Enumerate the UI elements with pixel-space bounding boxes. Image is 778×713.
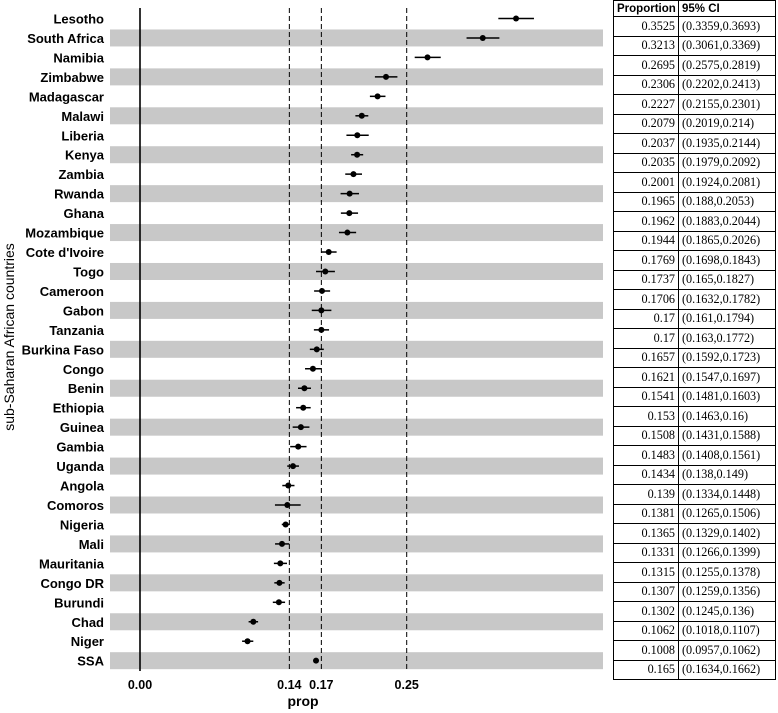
row-band — [110, 613, 603, 630]
proportion-cell: 0.2037 — [614, 134, 679, 154]
ci-table-row — [614, 173, 776, 193]
proportion-cell: 0.139 — [614, 485, 679, 505]
ci-table-row — [614, 485, 776, 505]
ci-cell: (0.1924,0.2081) — [679, 173, 776, 193]
ci-table-row — [614, 387, 776, 407]
country-label: Angola — [59, 478, 104, 494]
proportion-cell: 0.1944 — [614, 231, 679, 251]
country-label: Lesotho — [53, 11, 104, 27]
ci-cell: (0.1431,0.1588) — [679, 426, 776, 446]
ci-table-row — [614, 348, 776, 368]
point-estimate — [300, 405, 306, 411]
ci-cell: (0.1632,0.1782) — [679, 290, 776, 310]
country-label: Kenya — [64, 147, 104, 163]
ci-cell: (0.1592,0.1723) — [679, 348, 776, 368]
row-band — [110, 68, 603, 85]
ci-cell: (0.188,0.2053) — [679, 192, 776, 212]
proportion-cell: 0.17 — [614, 329, 679, 349]
x-tick-label: 0.17 — [309, 678, 334, 692]
ci-cell: (0.1334,0.1448) — [679, 485, 776, 505]
ci-cell: (0.1408,0.1561) — [679, 446, 776, 466]
row-band — [110, 574, 603, 591]
ci-table-row — [614, 543, 776, 563]
country-label: Togo — [73, 264, 104, 280]
x-tick-label: 0.00 — [127, 678, 153, 692]
ci-table-row — [614, 524, 776, 544]
point-estimate — [375, 93, 381, 99]
x-tick-labels — [128, 678, 419, 692]
x-axis-title: prop — [287, 693, 319, 709]
point-estimate — [250, 619, 256, 625]
ci-table-row — [614, 309, 776, 329]
country-label: Mauritania — [38, 556, 104, 572]
ci-table-row — [614, 212, 776, 232]
point-estimate — [301, 385, 307, 391]
ci-cell: (0.0957,0.1062) — [679, 641, 776, 661]
ci-table-row — [614, 290, 776, 310]
ci-table-row — [614, 251, 776, 271]
ci-table-row — [614, 621, 776, 641]
ci-cell: (0.2202,0.2413) — [679, 75, 776, 95]
country-label: Burkina Faso — [21, 342, 104, 358]
proportion-cell: 0.1769 — [614, 251, 679, 271]
country-label: Uganda — [56, 459, 104, 475]
ci-table-header-row — [614, 1, 776, 17]
country-label: Burundi — [54, 595, 104, 611]
country-label: Niger — [70, 634, 104, 650]
point-estimate — [354, 152, 360, 158]
proportion-cell: 0.1434 — [614, 465, 679, 485]
point-estimate — [480, 35, 486, 41]
point-estimate — [279, 541, 285, 547]
ci-cell: (0.3061,0.3369) — [679, 36, 776, 56]
ci-cell: (0.1979,0.2092) — [679, 153, 776, 173]
proportion-cell: 0.2695 — [614, 56, 679, 76]
proportion-cell: 0.1706 — [614, 290, 679, 310]
point-estimate — [298, 424, 304, 430]
country-label: Nigeria — [59, 517, 104, 533]
country-label: Zimbabwe — [40, 69, 104, 85]
ci-table-row — [614, 660, 776, 680]
row-band — [110, 263, 603, 280]
country-label: Liberia — [61, 128, 104, 144]
ci-table-row — [614, 17, 776, 37]
proportion-cell: 0.1541 — [614, 387, 679, 407]
country-label: Tanzania — [49, 322, 104, 338]
row-band — [110, 224, 603, 241]
point-estimate — [314, 346, 320, 352]
ci-table-row — [614, 270, 776, 290]
ci-cell: (0.161,0.1794) — [679, 309, 776, 329]
proportion-cell: 0.1962 — [614, 212, 679, 232]
proportion-cell: 0.2035 — [614, 153, 679, 173]
row-band — [110, 29, 603, 46]
proportion-cell: 0.1062 — [614, 621, 679, 641]
ci-cell: (0.1935,0.2144) — [679, 134, 776, 154]
ci-cell: (0.1865,0.2026) — [679, 231, 776, 251]
country-label: Comoros — [46, 498, 104, 513]
point-estimate — [322, 268, 328, 274]
country-label: Congo — [62, 361, 104, 377]
ci-table-row — [614, 192, 776, 212]
ci-table-row — [614, 563, 776, 583]
ci-cell: (0.2575,0.2819) — [679, 56, 776, 76]
country-label: Namibia — [53, 50, 104, 66]
ci-cell: (0.1245,0.136) — [679, 602, 776, 622]
country-label: Chad — [71, 614, 104, 630]
proportion-cell: 0.2079 — [614, 114, 679, 134]
ci-cell: (0.1329,0.1402) — [679, 524, 776, 544]
y-axis-title: sub-Saharan African countries — [1, 243, 17, 431]
country-label: Ethiopia — [52, 400, 104, 416]
country-label: Cote d'Ivoire — [25, 245, 104, 261]
country-label: Cameroon — [39, 283, 104, 299]
point-estimate — [318, 307, 324, 313]
proportion-cell: 0.1307 — [614, 582, 679, 602]
ci-cell: (0.1463,0.16) — [679, 407, 776, 427]
ci-table-row — [614, 56, 776, 76]
proportion-cell: 0.2306 — [614, 75, 679, 95]
x-tick-label: 0.25 — [394, 678, 419, 692]
point-estimate — [354, 132, 360, 138]
point-estimate — [513, 16, 519, 22]
proportion-cell: 0.165 — [614, 660, 679, 680]
ci-cell: (0.165,0.1827) — [679, 270, 776, 290]
proportion-cell: 0.1331 — [614, 543, 679, 563]
country-label: Benin — [67, 381, 104, 397]
ci-cell: (0.2019,0.214) — [679, 114, 776, 134]
point-estimate — [290, 463, 296, 469]
header-ci: 95% CI — [679, 1, 776, 17]
country-label: Gabon — [62, 303, 104, 319]
country-label: Congo DR — [40, 575, 104, 591]
ci-cell: (0.1547,0.1697) — [679, 368, 776, 388]
proportion-cell: 0.1508 — [614, 426, 679, 446]
ci-cell: (0.1259,0.1356) — [679, 582, 776, 602]
country-label: Rwanda — [54, 186, 104, 202]
point-estimate — [284, 502, 290, 508]
row-band — [110, 341, 603, 358]
country-label: Ghana — [63, 206, 104, 222]
proportion-cell: 0.1008 — [614, 641, 679, 661]
ci-cell: (0.2155,0.2301) — [679, 95, 776, 115]
point-estimate — [276, 580, 282, 586]
country-label: Zambia — [58, 167, 104, 183]
row-band — [110, 419, 603, 436]
proportion-cell: 0.1302 — [614, 602, 679, 622]
country-label: Madagascar — [28, 89, 104, 105]
ci-table-row — [614, 36, 776, 56]
ci-table-row — [614, 582, 776, 602]
proportion-cell: 0.2227 — [614, 95, 679, 115]
proportion-cell: 0.1621 — [614, 368, 679, 388]
point-estimate — [359, 113, 365, 119]
ci-cell: (0.3359,0.3693) — [679, 17, 776, 37]
point-estimate — [285, 483, 291, 489]
ci-table-row — [614, 446, 776, 466]
proportion-cell: 0.1381 — [614, 504, 679, 524]
point-estimate — [346, 210, 352, 216]
country-label: South Africa — [27, 30, 104, 46]
point-estimate — [295, 444, 301, 450]
ci-cell: (0.138,0.149) — [679, 465, 776, 485]
proportion-cell: 0.1365 — [614, 524, 679, 544]
proportion-cell: 0.1965 — [614, 192, 679, 212]
ci-table-row — [614, 329, 776, 349]
ci-table-row — [614, 504, 776, 524]
proportion-cell: 0.1737 — [614, 270, 679, 290]
proportion-cell: 0.153 — [614, 407, 679, 427]
ci-cell: (0.1634,0.1662) — [679, 660, 776, 680]
point-estimate — [310, 366, 316, 372]
country-label: Guinea — [59, 420, 104, 436]
ci-cell: (0.1883,0.2044) — [679, 212, 776, 232]
ci-table-row — [614, 95, 776, 115]
row-band — [110, 458, 603, 475]
proportion-cell: 0.1483 — [614, 446, 679, 466]
row-band — [110, 302, 603, 319]
row-band — [110, 652, 603, 669]
ci-table-row — [614, 465, 776, 485]
point-estimate — [350, 171, 356, 177]
point-estimate — [347, 191, 353, 197]
point-estimate — [344, 230, 350, 236]
country-labels — [22, 12, 105, 669]
ci-table-row — [614, 75, 776, 95]
point-estimate — [276, 599, 282, 605]
point-estimate — [283, 521, 289, 527]
point-estimate — [277, 560, 283, 566]
x-tick-label: 0.14 — [277, 678, 302, 692]
ci-table — [613, 0, 776, 680]
ci-cell: (0.1698,0.1843) — [679, 251, 776, 271]
ci-table-row — [614, 641, 776, 661]
point-estimate — [313, 658, 319, 664]
country-label: Gambia — [56, 439, 104, 455]
row-band — [110, 535, 603, 552]
point-estimate — [326, 249, 332, 255]
row-band — [110, 497, 603, 514]
proportion-cell: 0.2001 — [614, 173, 679, 193]
proportion-cell: 0.1315 — [614, 563, 679, 583]
ci-cell: (0.1018,0.1107) — [679, 621, 776, 641]
ci-table-row — [614, 114, 776, 134]
header-proportion: Proportion — [614, 1, 679, 17]
ci-cell: (0.1481,0.1603) — [679, 387, 776, 407]
ci-table-row — [614, 153, 776, 173]
ci-table-row — [614, 368, 776, 388]
proportion-cell: 0.1657 — [614, 348, 679, 368]
ci-table-row — [614, 134, 776, 154]
ci-table-row — [614, 407, 776, 427]
point-estimate — [425, 54, 431, 60]
country-label: Malawi — [61, 108, 104, 124]
ci-table-row — [614, 426, 776, 446]
ci-cell: (0.1266,0.1399) — [679, 543, 776, 563]
point-estimate — [383, 74, 389, 80]
proportion-cell: 0.3213 — [614, 36, 679, 56]
point-estimate — [318, 327, 324, 333]
point-estimate — [245, 638, 251, 644]
point-estimate — [319, 288, 325, 294]
country-label: Mozambique — [25, 225, 104, 241]
row-bands — [110, 29, 603, 669]
row-band — [110, 380, 603, 397]
country-label: Mali — [78, 536, 104, 552]
ci-cell: (0.1265,0.1506) — [679, 504, 776, 524]
proportion-cell: 0.17 — [614, 309, 679, 329]
ci-cell: (0.163,0.1772) — [679, 329, 776, 349]
proportion-cell: 0.3525 — [614, 17, 679, 37]
ci-table-row — [614, 231, 776, 251]
ci-table-row — [614, 602, 776, 622]
country-label: SSA — [77, 653, 104, 669]
ci-cell: (0.1255,0.1378) — [679, 563, 776, 583]
